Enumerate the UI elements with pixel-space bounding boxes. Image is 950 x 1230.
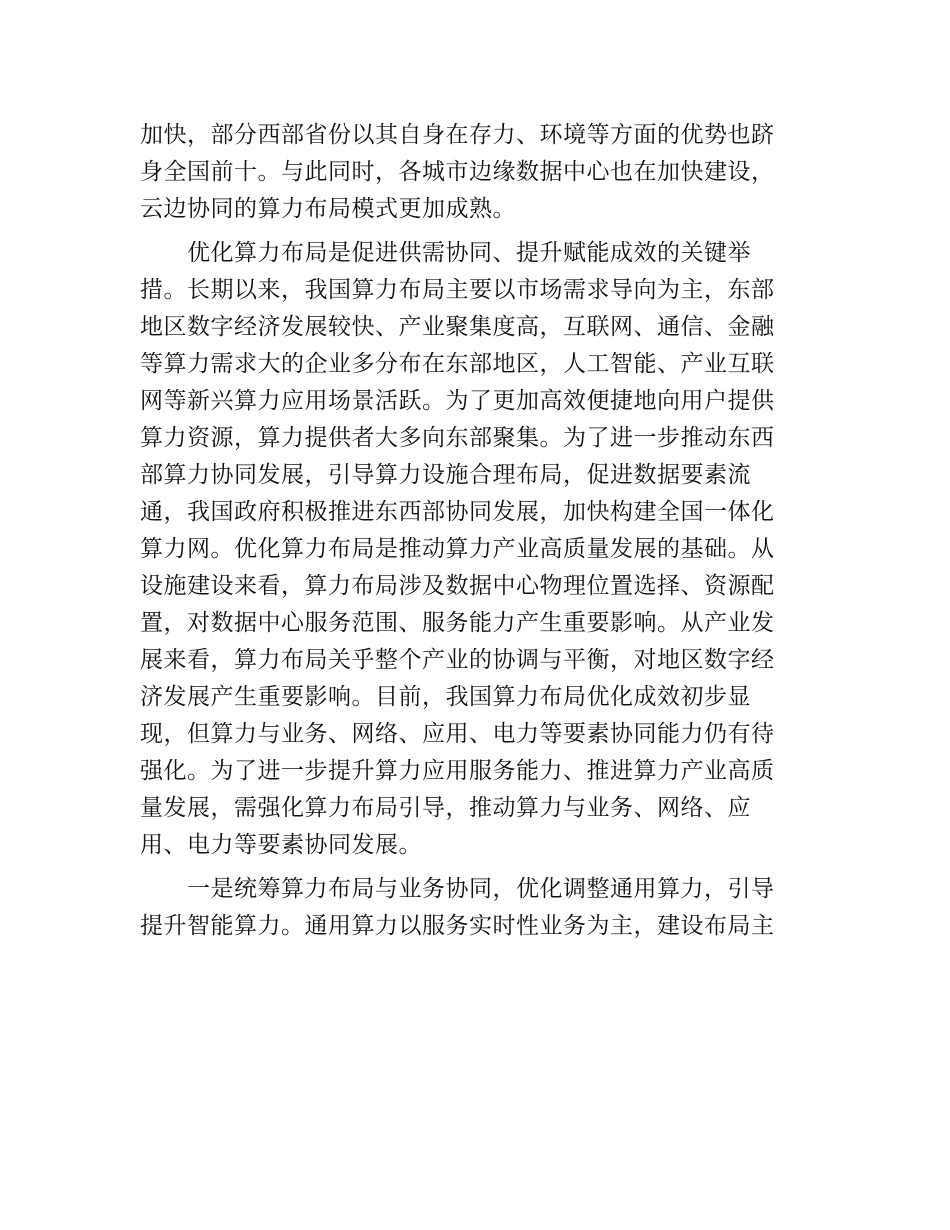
paragraph-3 [140, 871, 812, 945]
paragraph-1 [140, 117, 812, 228]
text-line: 强化。为了进一步提升算力应用服务能力、推进算力产业高质 [140, 758, 775, 784]
text-line: 优化算力布局是促进供需协同、提升赋能成效的关键举 [140, 240, 751, 266]
text-line: 一是统筹算力布局与业务协同，优化调整通用算力，引导 [140, 876, 775, 902]
text-line: 展来看，算力布局关乎整个产业的协调与平衡，对地区数字经 [140, 647, 775, 673]
text-line: 地区数字经济发展较快、产业聚集度高，互联网、通信、金融 [140, 314, 775, 340]
text-line: 提升智能算力。通用算力以服务实时性业务为主，建设布局主 [140, 913, 775, 939]
document-body [140, 117, 812, 945]
paragraph-2 [140, 235, 812, 864]
text-line: 设施建设来看，算力布局涉及数据中心物理位置选择、资源配 [140, 573, 775, 599]
paragraph-gap [140, 864, 812, 871]
text-line: 算力资源，算力提供者大多向东部聚集。为了进一步推动东西 [140, 425, 775, 451]
text-line: 身全国前十。与此同时，各城市边缘数据中心也在加快建设， [140, 159, 775, 185]
text-line: 现，但算力与业务、网络、应用、电力等要素协同能力仍有待 [140, 721, 775, 747]
paragraph-gap [140, 228, 812, 235]
text-line: 济发展产生重要影响。目前，我国算力布局优化成效初步显 [140, 684, 751, 710]
text-line: 加快，部分西部省份以其自身在存力、环境等方面的优势也跻 [140, 122, 775, 148]
text-line: 等算力需求大的企业多分布在东部地区，人工智能、产业互联 [140, 351, 775, 377]
text-line: 通，我国政府积极推进东西部协同发展，加快构建全国一体化 [140, 499, 775, 525]
text-line: 算力网。优化算力布局是推动算力产业高质量发展的基础。从 [140, 536, 775, 562]
text-line: 部算力协同发展，引导算力设施合理布局，促进数据要素流 [140, 462, 751, 488]
text-line: 措。长期以来，我国算力布局主要以市场需求导向为主，东部 [140, 277, 775, 303]
text-line: 量发展，需强化算力布局引导，推动算力与业务、网络、应 [140, 795, 751, 821]
text-line: 用、电力等要素协同发展。 [140, 832, 422, 858]
text-line: 置，对数据中心服务范围、服务能力产生重要影响。从产业发 [140, 610, 775, 636]
text-line: 云边协同的算力布局模式更加成熟。 [140, 196, 516, 222]
text-line: 网等新兴算力应用场景活跃。为了更加高效便捷地向用户提供 [140, 388, 775, 414]
